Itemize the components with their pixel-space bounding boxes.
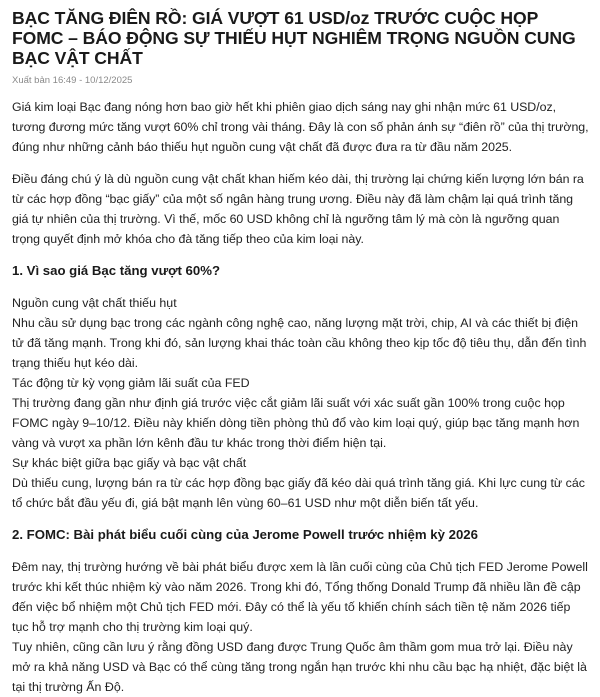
section-2-paragraph-usd: Tuy nhiên, cũng cần lưu ý rằng đồng USD đang được Trung Quốc âm thầm gom mua trở lại. Điều này mở ra khả năng USD và Bạc có thể cùng tăng trong ngắn hạn trước khi nhu cầu bạc hạ nhiệt, đặc biệt là tại thị trường Ấn Độ. (12, 640, 587, 694)
publish-time: Xuất bản 16:49 - 10/12/2025 (12, 75, 133, 86)
section-1-subheading-supply: Nguồn cung vật chất thiếu hụt (12, 296, 177, 310)
intro-paragraph-2: Điều đáng chú ý là dù nguồn cung vật chất khan hiếm kéo dài, thị trường lại chứng kiến lượng lớn bán ra từ các hợp đồng “bạc giấy” của một số ngân hàng trung ương. Điều này đã làm chậm lại quá trình tăng giá tự nhiên của thị trường. Vì thế, mốc 60 USD không chỉ là ngưỡng tâm lý mà còn là ngưỡng quan trọng quyết định mở khóa cho đà tăng tiếp theo của kim loại này. (12, 172, 584, 246)
section-1-subheading-paper-silver: Sự khác biệt giữa bạc giấy và bạc vật chất (12, 456, 247, 470)
intro-paragraph-1: Giá kim loại Bạc đang nóng hơn bao giờ hết khi phiên giao dịch sáng nay ghi nhận mức 61 USD/oz, tương đương mức tăng vượt 60% chỉ trong vài tháng. Đây là con số phản ánh sự “điên rồ” của thị trường, đúng như những cảnh báo thiếu hụt nguồn cung vật chất đã được đưa ra từ đầu năm 2025. (12, 100, 589, 154)
section-2-paragraph-powell: Đêm nay, thị trường hướng về bài phát biểu được xem là lần cuối cùng của Chủ tịch FED Jerome Powell trước khi kết thúc nhiệm kỳ vào năm 2026. Trong khi đó, Tổng thống Donald Trump đã nhiều lần đề cập đến việc bổ nhiệm một Chủ tịch FED mới. Đây có thể là yếu tố khiến chính sách tiền tệ năm 2026 tiếp tục hỗ trợ mạnh cho thị trường kim loại quý. (12, 560, 588, 634)
section-1-paragraph-supply: Nhu cầu sử dụng bạc trong các ngành công nghệ cao, năng lượng mặt trời, chip, AI và các thiết bị điện tử đã tăng mạnh. Trong khi đó, sản lượng khai thác toàn cầu không theo kịp tốc độ tiêu thụ, dẫn đến tình trạng thiếu hụt kéo dài. (12, 316, 587, 370)
section-1-subheading-fed: Tác động từ kỳ vọng giảm lãi suất của FED (12, 376, 250, 390)
section-1-heading: 1. Vì sao giá Bạc tăng vượt 60%? (12, 263, 221, 278)
article-title: BẠC TĂNG ĐIÊN RỒ: GIÁ VƯỢT 61 USD/oz TRƯỚC CUỘC HỌP FOMC – BÁO ĐỘNG SỰ THIẾU HỤT NGHIÊM TRỌNG NGUỒN CUNG BẠC VẬT CHẤT (12, 8, 576, 68)
section-1-paragraph-paper-silver: Dù thiếu cung, lượng bán ra từ các hợp đồng bạc giấy đã kéo dài quá trình tăng giá. Khi lực cung từ các tổ chức bắt đầu yếu đi, giá bật mạnh lên vùng 60–61 USD như một diễn biến tất yếu. (12, 476, 585, 510)
section-1-paragraph-fed: Thị trường đang gần như định giá trước việc cắt giảm lãi suất với xác suất gần 100% trong cuộc họp FOMC ngày 9–10/12. Điều này khiến dòng tiền phòng thủ đổ vào kim loại quý, giúp bạc tăng mạnh hơn vàng và vượt xa phần lớn kênh đầu tư khác trong thời điểm hiện tại. (12, 396, 580, 450)
section-2-heading: 2. FOMC: Bài phát biểu cuối cùng của Jerome Powell trước nhiệm kỳ 2026 (12, 527, 478, 542)
